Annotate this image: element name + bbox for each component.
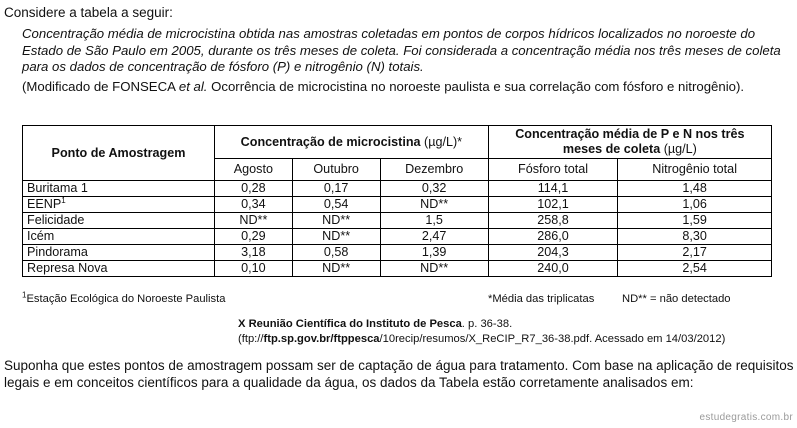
microcystin-table	[22, 125, 772, 277]
table-cell: ND**	[380, 197, 488, 213]
table-cell: 1,48	[618, 181, 772, 197]
table-cell: 2,17	[618, 245, 772, 261]
subheader-dezembro: Dezembro	[380, 159, 488, 181]
table-cell: 204,3	[488, 245, 618, 261]
header-microcystin-label: Concentração de microcistina	[240, 134, 421, 149]
row-point-label: Felicidade	[27, 213, 85, 227]
source-url-suffix: /10recip/resumos/X_ReCIP_R7_36-38.pdf. Acessado em 14/03/2012)	[379, 333, 726, 345]
source-url-link[interactable]: ftp.sp.gov.br/ftppesca	[263, 333, 380, 345]
row-point-label: Icém	[27, 229, 55, 243]
table-cell: ND**	[380, 261, 488, 277]
table-cell: 1,06	[618, 197, 772, 213]
footnote-station-text: Estação Ecológica do Noroeste Paulista	[26, 293, 226, 305]
source-citation	[238, 317, 788, 347]
table-cell: ND**	[292, 261, 380, 277]
header-pn-unit: (µg/L)	[663, 142, 697, 156]
source-modified-note	[22, 79, 792, 96]
table-cell: ND**	[292, 213, 380, 229]
table-cell: 1,39	[380, 245, 488, 261]
table-cell: 0,58	[292, 245, 380, 261]
row-point-name	[23, 229, 215, 245]
table-cell: 102,1	[488, 197, 618, 213]
table-description: Concentração média de microcistina obtida nas amostras coletadas em pontos de corpos hídricos localizados no noroeste do Estado de São Paulo em 2005, durante os três meses de coleta. Foi considerada a concentração média nos três meses de coleta para os dados de concentração de fósforo (P) e nitrogênio (N) totais.	[22, 26, 781, 74]
header-pn-line2-wrap	[493, 142, 767, 157]
table-cell: 240,0	[488, 261, 618, 277]
footnote-triplicate: *Média das triplicatas	[488, 293, 595, 305]
header-microcystin	[215, 126, 489, 159]
question-text: Suponha que estes pontos de amostragem possam ser de captação de água para tratamento. Com base na aplicação de requisitos legais e em conceitos científicos para a qualidade da água, os dados da Tabela estão corretamente analisados em:	[4, 358, 794, 390]
row-point-name	[23, 181, 215, 197]
modified-etal: et al.	[178, 79, 208, 94]
table-row	[23, 181, 772, 197]
header-microcystin-unit: (µg/L)*	[424, 134, 463, 149]
source-url-prefix: (ftp://	[238, 333, 264, 345]
table-row	[23, 197, 772, 213]
source-title: X Reunião Científica do Instituto de Pesca	[238, 318, 462, 330]
row-point-label: Pindorama	[27, 245, 88, 259]
table-cell: 1,5	[380, 213, 488, 229]
table-cell: 258,8	[488, 213, 618, 229]
row-point-name	[23, 213, 215, 229]
table-cell: 0,28	[215, 181, 293, 197]
intro-text: Considere a tabela a seguir:	[4, 5, 173, 20]
table-cell: 2,54	[618, 261, 772, 277]
modified-suffix: Ocorrência de microcistina no noroeste paulista e sua correlação com fósforo e nitrogênio).	[207, 79, 745, 94]
footnote-station	[22, 290, 226, 305]
table-cell: 0,34	[215, 197, 293, 213]
subheader-nitrogenio: Nitrogênio total	[618, 159, 772, 181]
table-cell: 1,59	[618, 213, 772, 229]
row-point-label: EENP	[27, 197, 62, 211]
watermark: estudegratis.com.br	[699, 412, 793, 423]
row-point-name	[23, 197, 215, 213]
header-point: Ponto de Amostragem	[23, 126, 215, 181]
table-cell: 0,54	[292, 197, 380, 213]
table-cell: 0,32	[380, 181, 488, 197]
table-cell: ND**	[292, 229, 380, 245]
table-cell: 3,18	[215, 245, 293, 261]
table-cell: 114,1	[488, 181, 618, 197]
row-point-label: Buritama 1	[27, 181, 88, 195]
header-pn	[488, 126, 771, 159]
subheader-outubro: Outubro	[292, 159, 380, 181]
row-point-label: Represa Nova	[27, 261, 108, 275]
table-row	[23, 213, 772, 229]
table-cell: 286,0	[488, 229, 618, 245]
table-row	[23, 245, 772, 261]
table-cell: 2,47	[380, 229, 488, 245]
header-pn-line2: meses de coleta	[562, 142, 661, 156]
table-cell: 0,17	[292, 181, 380, 197]
table-row	[23, 229, 772, 245]
subheader-agosto: Agosto	[215, 159, 293, 181]
table-cell: 0,29	[215, 229, 293, 245]
table-cell: ND**	[215, 213, 293, 229]
footnote-nd: ND** = não detectado	[622, 293, 731, 305]
row-point-name	[23, 261, 215, 277]
table-row	[23, 261, 772, 277]
subheader-fosforo: Fósforo total	[488, 159, 618, 181]
table-cell: 8,30	[618, 229, 772, 245]
source-pages: . p. 36-38.	[461, 318, 513, 330]
footnote-marker: 1	[22, 290, 27, 300]
modified-prefix: (Modificado de FONSECA	[22, 79, 179, 94]
table-cell: 0,10	[215, 261, 293, 277]
row-footnote-marker: 1	[61, 195, 66, 205]
row-point-name	[23, 245, 215, 261]
source-line1	[238, 317, 788, 332]
source-line2	[238, 332, 788, 347]
header-pn-line1: Concentração média de P e N nos três	[515, 127, 745, 141]
